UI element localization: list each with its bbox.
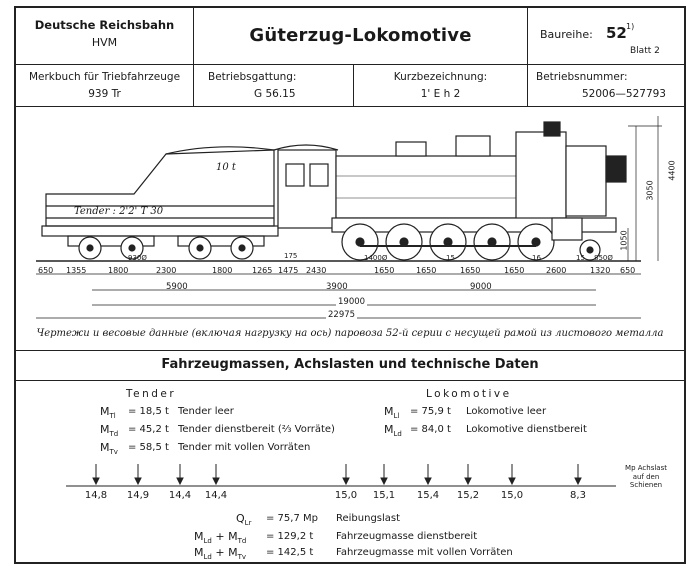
dim-650b: 650 [620, 266, 636, 275]
symbol-main: M [228, 546, 238, 559]
axle-load-value: 14,4 [168, 490, 192, 501]
gattung-value: G 56.15 [254, 88, 296, 100]
dim-16: 16 [532, 254, 541, 262]
dim-1650a: 1650 [374, 266, 395, 275]
axle-note-line: Mp Achslast [625, 464, 667, 472]
data-section-header [16, 350, 684, 381]
symbol-sub: Ld [203, 553, 212, 562]
sum-row-value: = 129,2 t [266, 531, 314, 542]
dim-19000: 19000 [338, 297, 366, 307]
loco-row-value: = 84,0 t [410, 424, 451, 435]
dim-5900: 5900 [166, 282, 188, 292]
dim-2300: 2300 [156, 266, 177, 275]
dim-3900: 3900 [326, 282, 348, 292]
symbol-main: M [100, 423, 110, 436]
dim-1650d: 1650 [504, 266, 525, 275]
dim-2430: 2430 [306, 266, 327, 275]
axle-load-value: 15,1 [372, 490, 396, 501]
baureihe-footnote: 1) [626, 22, 635, 31]
axle-note-line: auf den [632, 472, 660, 481]
height-1050: 1050 [619, 230, 629, 251]
tender-row-symbol [100, 441, 118, 456]
tender-heading: Tender [126, 388, 177, 400]
dim-15a: 15 [446, 254, 455, 262]
dim-850: 850Ø [594, 254, 613, 262]
dim-1265: 1265 [252, 266, 273, 275]
symbol-sub: Td [237, 537, 247, 546]
symbol-sub: Ld [203, 537, 212, 546]
kurz-cell [354, 64, 528, 106]
gattung-label: Betriebsgattung: [208, 71, 297, 83]
dim-22975: 22975 [328, 310, 356, 320]
axle-load-value: 15,4 [416, 490, 440, 501]
dim-175: 175 [284, 252, 298, 260]
dim-1650b: 1650 [416, 266, 437, 275]
loco-row-desc: Lokomotive dienstbereit [466, 424, 587, 435]
tender-row-symbol [100, 405, 116, 420]
dim-930: 930Ø [128, 254, 147, 262]
baureihe-value: 52 [606, 24, 627, 42]
symbol-sub: Lr [244, 519, 252, 528]
org-name: Deutsche Reichsbahn [34, 18, 175, 32]
axle-load-value: 8,3 [570, 490, 586, 501]
axle-load-value: 14,4 [204, 490, 228, 501]
symbol-sub: Td [109, 430, 119, 439]
axle-load-value: 15,2 [456, 490, 480, 501]
axle-load-value: 14,9 [126, 490, 150, 501]
dim-1650c: 1650 [460, 266, 481, 275]
title-cell [194, 8, 528, 64]
sum-row-value: = 142,5 t [266, 547, 314, 558]
sum-row-desc: Fahrzeugmasse mit vollen Vorräten [336, 547, 513, 558]
axle-load-value: 15,0 [500, 490, 524, 501]
merkbuch-value: 939 Tr [88, 88, 121, 100]
nummer-value: 52006—527793 [582, 88, 666, 100]
tender-row-symbol [100, 423, 118, 438]
loco-row-desc: Lokomotive leer [466, 406, 547, 417]
sum-row-desc: Fahrzeugmasse dienstbereit [336, 531, 478, 542]
dim-1320: 1320 [590, 266, 611, 275]
loco-row-symbol [384, 423, 402, 438]
merkbuch-label: Merkbuch für Triebfahrzeuge [28, 71, 181, 83]
symbol-sub: Tv [237, 553, 246, 562]
symbol-sub: Ld [393, 430, 402, 439]
sum-row-formula: $M_{Ld} + M_{Td}$ [194, 530, 247, 546]
coal-label: 10 t [216, 162, 236, 173]
loco-row-value: = 75,9 t [410, 406, 451, 417]
kurz-value: 1' E h 2 [420, 88, 461, 100]
baureihe-cell [528, 8, 684, 64]
symbol-main: M [228, 530, 238, 543]
data-section-title: Fahrzeugmassen, Achslasten und technische Daten [161, 357, 539, 372]
symbol-main: M [384, 405, 394, 418]
tender-row-desc: Tender leer [178, 406, 234, 417]
dim-650: 650 [38, 266, 54, 275]
dim-15b: 15 [576, 254, 585, 262]
dim-1475: 1475 [278, 266, 299, 275]
kurz-label: Kurzbezeichnung: [393, 71, 488, 83]
nummer-cell [528, 64, 684, 106]
symbol-main: M [194, 546, 204, 559]
tender-row-value: = 58,5 t [128, 442, 169, 453]
symbol-main: M [100, 441, 110, 454]
org-cell [16, 8, 194, 64]
loco-heading: Lokomotive [426, 388, 512, 400]
dim-1800a: 1800 [108, 266, 129, 275]
axle-load-value: 14,8 [84, 490, 108, 501]
symbol-sub: Tv [109, 448, 118, 457]
dim-1800b: 1800 [212, 266, 233, 275]
locomotive-drawing-area [16, 106, 684, 351]
sheet-title: Güterzug-Lokomotive [249, 25, 472, 46]
cab [278, 150, 336, 228]
symbol-main: M [384, 423, 394, 436]
drawing-caption: Чертежи и весовые данные (включая нагрузку на ось) паровоза 52-й серии с несущей рамой из листового металла [36, 328, 664, 339]
tender-row-desc: Tender dienstbereit (⅔ Vorräte) [178, 424, 335, 435]
gattung-cell [194, 64, 354, 106]
merkbuch-cell [16, 64, 194, 106]
symbol-main: M [100, 405, 110, 418]
tender-row-value: = 18,5 t [128, 406, 169, 417]
height-3050: 3050 [645, 180, 655, 201]
reibung-symbol [236, 512, 251, 527]
locomotive-data-sheet [14, 6, 686, 564]
dim-1400: 1400Ø [364, 254, 388, 262]
dim-2600: 2600 [546, 266, 567, 275]
symbol-main: M [194, 530, 204, 543]
tender-label: Tender : 2'2' T 30 [74, 206, 164, 217]
reibung-desc: Reibungslast [336, 513, 401, 524]
height-4400: 4400 [667, 160, 677, 181]
sum-row-formula: $M_{Ld} + M_{Tv}$ [194, 546, 246, 562]
blatt-label: Blatt 2 [630, 46, 660, 56]
header-row-info [16, 64, 684, 107]
dim-1355: 1355 [66, 266, 87, 275]
symbol-sub: Ll [393, 412, 400, 421]
org-sub: HVM [91, 36, 118, 49]
header-row-top [16, 8, 684, 65]
symbol-main: Q [236, 512, 245, 525]
axle-load-value: 15,0 [334, 490, 358, 501]
reibung-value: = 75,7 Mp [266, 513, 318, 524]
axle-note [616, 464, 676, 490]
dim-9000: 9000 [470, 282, 492, 292]
nummer-label: Betriebsnummer: [536, 71, 628, 83]
tender-row-value: = 45,2 t [128, 424, 169, 435]
loco-row-symbol [384, 405, 399, 420]
axle-note-line: Schienen [629, 481, 663, 489]
baureihe-label: Baureihe: [540, 28, 593, 41]
symbol-sub: Tl [109, 412, 116, 421]
tender-row-desc: Tender mit vollen Vorräten [178, 442, 311, 453]
